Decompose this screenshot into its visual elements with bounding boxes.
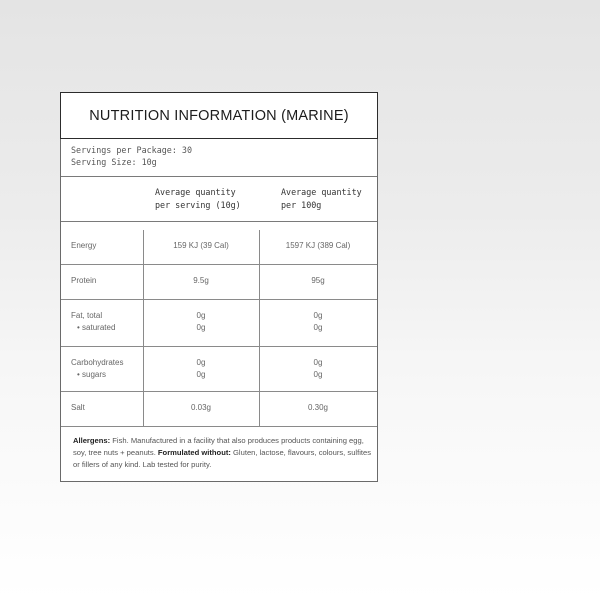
- fat-label: Fat, total: [71, 311, 103, 320]
- protein-label: Protein: [71, 276, 97, 285]
- carbohydrates-label: Carbohydrates: [71, 358, 124, 367]
- formulated-without-text: Gluten, lactose, flavours, colours, sulfites or fillers of any kind. Lab tested for purity.: [73, 448, 372, 469]
- energy-row: [61, 230, 377, 265]
- formulated-without-label: Formulated without:: [157, 448, 231, 457]
- protein-row: [61, 265, 377, 300]
- saturated-per-100g: 0g: [313, 323, 323, 332]
- sugars-per-100g: 0g: [313, 370, 323, 379]
- salt-row: [61, 392, 377, 427]
- servings-per-package: Servings per Package: 30: [71, 145, 193, 155]
- label-title-text: NUTRITION INFORMATION (MARINE): [89, 107, 349, 124]
- allergen-statement: [73, 435, 373, 471]
- per-serving-header-line1: Average quantity: [155, 187, 236, 197]
- column-header-row: [61, 177, 377, 222]
- salt-per-serving: 0.03g: [190, 403, 212, 412]
- sugars-label-text: sugars: [82, 370, 107, 379]
- serving-info: [61, 139, 377, 177]
- per-serving-header-line2: per serving (10g): [155, 199, 241, 210]
- allergens-label: Allergens:: [73, 436, 111, 445]
- label-title: [61, 93, 377, 139]
- sugars-per-serving: 0g: [196, 370, 206, 379]
- protein-per-serving: 9.5g: [193, 276, 209, 285]
- per-100g-header: [281, 186, 362, 211]
- per-100g-header-line2: per 100g: [281, 199, 322, 210]
- nutrition-label: [60, 92, 378, 482]
- carbohydrates-per-serving: 0g: [196, 358, 206, 367]
- allergens-text: Fish. Manufactured in a facility that also produces products containing egg, soy, tree nuts + peanuts.: [73, 436, 364, 457]
- salt-per-100g: 0.30g: [307, 403, 329, 412]
- fat-per-serving: 0g: [196, 311, 206, 320]
- fat-row: [61, 300, 377, 347]
- fat-per-100g: 0g: [313, 311, 323, 320]
- sugars-label: • sugars: [77, 370, 107, 379]
- energy-per-serving: 159 KJ (39 Cal): [173, 241, 229, 250]
- saturated-label: • saturated: [77, 323, 116, 332]
- saturated-label-text: saturated: [82, 323, 116, 332]
- per-100g-header-line1: Average quantity: [281, 187, 362, 197]
- energy-label: Energy: [71, 241, 97, 250]
- saturated-per-serving: 0g: [196, 323, 206, 332]
- energy-per-100g: 1597 KJ (389 Cal): [285, 241, 351, 250]
- protein-per-100g: 95g: [311, 276, 325, 285]
- carbohydrates-row: [61, 347, 377, 392]
- per-serving-header: [155, 186, 241, 211]
- carbohydrates-per-100g: 0g: [313, 358, 323, 367]
- serving-size: Serving Size: 10g: [71, 157, 157, 167]
- salt-label: Salt: [71, 403, 85, 412]
